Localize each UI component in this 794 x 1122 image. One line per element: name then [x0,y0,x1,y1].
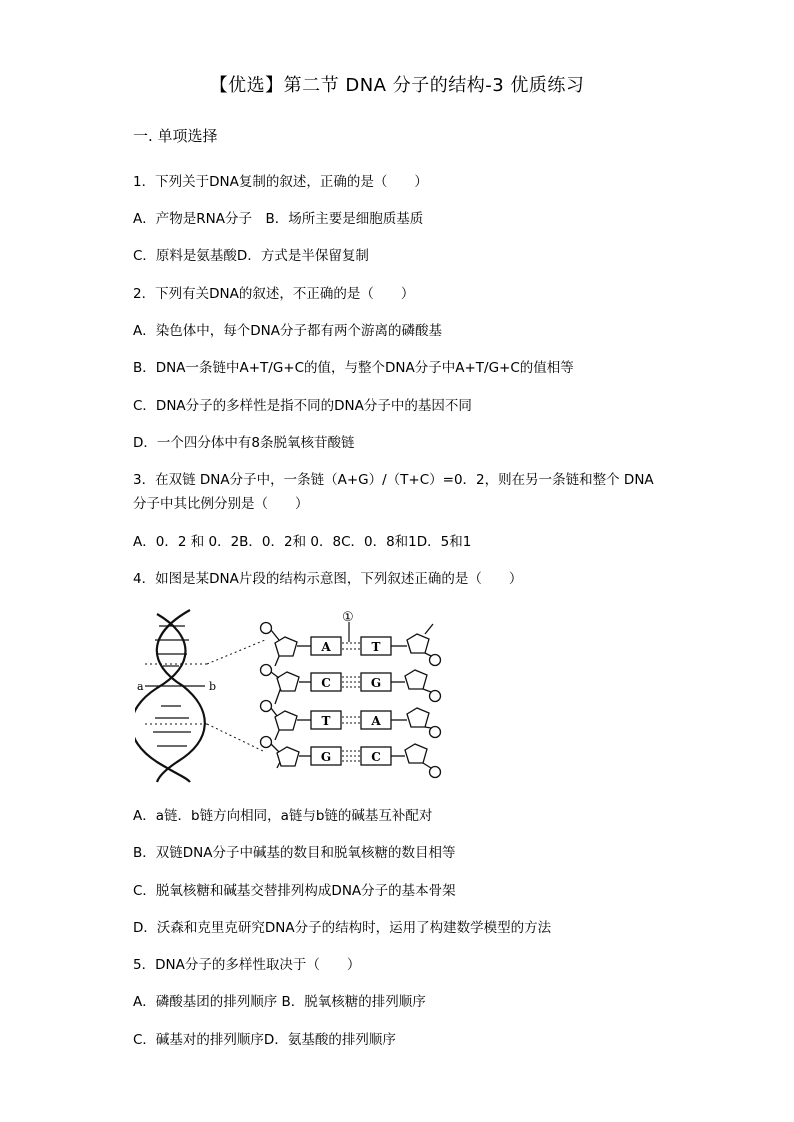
q1-option-ab: A．产物是RNA分子 B．场所主要是细胞质基质 [133,211,424,227]
q3-options: A．0．2 和 0．2B．0．2和 0．8C．0．8和1D．5和1 [133,534,472,550]
double-helix [135,610,205,782]
question-3-cont: 分子中其比例分别是（ ） [133,496,309,512]
dna-structure-figure [135,606,455,784]
q2-option-d: D．一个四分体中有8条脱氧核苷酸链 [133,435,355,451]
section-heading: 一. 单项选择 [133,127,218,145]
base-left-4: G [320,750,332,764]
q4-option-a: A．a链．b链方向相同，a链与b链的碱基互补配对 [133,808,433,824]
q2-option-b: B．DNA一条链中A+T/G+C的值，与整个DNA分子中A+T/G+C的值相等 [133,360,574,376]
q2-option-c: C．DNA分子的多样性是指不同的DNA分子中的基因不同 [133,398,472,414]
label-a: a [137,680,144,693]
base-right-2: G [370,676,382,690]
question-4: 4．如图是某DNA片段的结构示意图，下列叙述正确的是（ ） [133,571,523,587]
base-left-2: C [321,676,331,690]
label-b: b [209,680,217,693]
q4-option-b: B．双链DNA分子中碱基的数目和脱氧核糖的数目相等 [133,845,456,861]
page-title: 【优选】第二节 DNA 分子的结构-3 优质练习 [209,75,585,96]
question-3: 3．在双链 DNA分子中，一条链（A+G）/（T+C）=0．2，则在另一条链和整个 DNA [133,472,654,488]
q1-option-cd: C．原料是氨基酸D．方式是半保留复制 [133,248,369,264]
question-2: 2．下列有关DNA的叙述，不正确的是（ ） [133,286,415,302]
base-right-4: C [371,750,381,764]
base-right-3: A [371,714,381,728]
base-left-1: A [321,640,331,654]
q4-option-d: D．沃森和克里克研究DNA分子的结构时，运用了构建数学模型的方法 [133,920,552,936]
base-right-1: T [371,640,381,654]
question-1: 1．下列关于DNA复制的叙述，正确的是（ ） [133,174,428,190]
base-left-3: T [321,714,331,728]
q4-option-c: C．脱氧核糖和碱基交替排列构成DNA分子的基本骨架 [133,883,456,899]
label-1: ① [342,610,354,625]
question-5: 5．DNA分子的多样性取决于（ ） [133,957,361,973]
q2-option-a: A．染色体中，每个DNA分子都有两个游离的磷酸基 [133,323,442,339]
q5-option-cd: C．碱基对的排列顺序D．氨基酸的排列顺序 [133,1032,396,1048]
q5-option-ab: A．磷酸基团的排列顺序 B．脱氧核糖的排列顺序 [133,994,426,1010]
